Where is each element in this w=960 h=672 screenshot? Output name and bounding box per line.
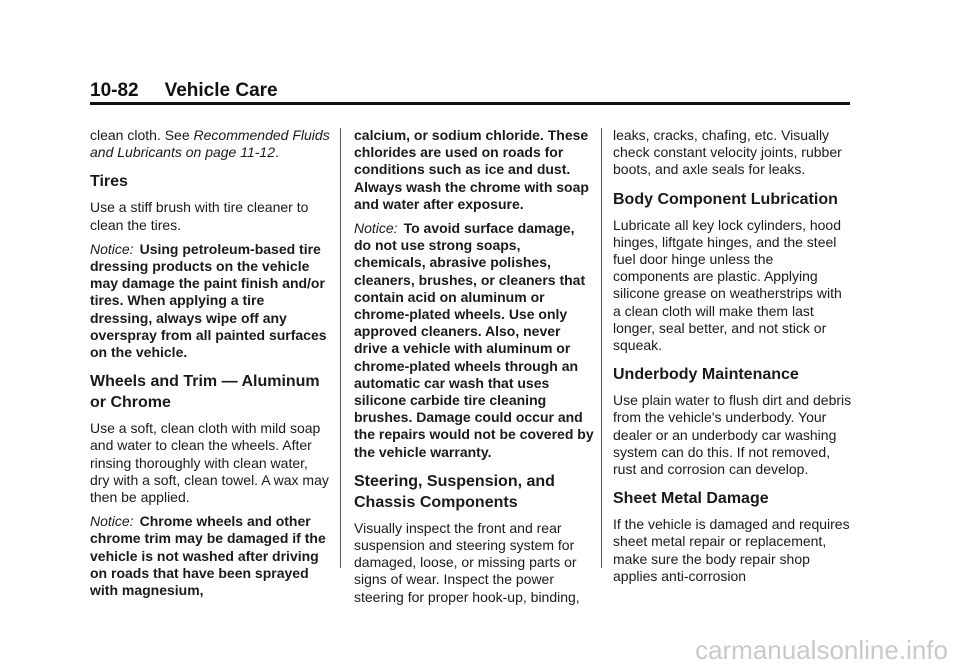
section-title: Vehicle Care bbox=[164, 80, 278, 101]
heading-underbody-maintenance: Underbody Maintenance bbox=[613, 366, 799, 384]
underbody-body: Use plain water to flush dirt and debris from the vehicle's underbody. Your dealer or an underbody car washing system can do this. If not removed, rust and corrosion can develop. bbox=[613, 392, 852, 478]
cross-reference-link[interactable]: Recommended Fluids and Lubricants on page 11-12 bbox=[90, 127, 330, 161]
page-number: 10-82 bbox=[90, 80, 139, 101]
heading-wheels-trim: Wheels and Trim — Aluminum or Chrome bbox=[90, 373, 320, 412]
lubrication-body: Lubricate all key lock cylinders, hood hinges, liftgate hinges, and the steel fuel door hinge unless the components are plastic. Applying silicone grease on weatherstrips with a clean cloth will make them last longer, seal better, and not stick or squeak. bbox=[613, 216, 842, 354]
wheels-notice bbox=[90, 513, 330, 599]
steering-body-continued: leaks, cracks, chafing, etc. Visually check constant velocity joints, rubber boots, and axle seals for leaks. bbox=[613, 127, 842, 178]
cleaner-notice bbox=[354, 220, 594, 461]
steering-body: Visually inspect the front and rear suspension and steering system for damaged, loose, or missing parts or signs of wear. Inspect the power steering for proper hook-up, binding, bbox=[354, 519, 580, 605]
page-header bbox=[90, 80, 278, 102]
wheels-body: Use a soft, clean cloth with mild soap and water to clean the wheels. After rinsing thoroughly with clean water, dry with a soft, clean towel. A wax may then be applied. bbox=[90, 420, 329, 506]
heading-body-lubrication: Body Component Lubrication bbox=[613, 190, 838, 208]
tires-notice bbox=[90, 241, 330, 361]
watermark: carmanualsonline.info bbox=[695, 635, 948, 665]
column-3 bbox=[613, 127, 853, 592]
notice-text: Chrome wheels and other chrome trim may be damaged if the vehicle is not washed after driving on roads that have been sprayed with magnesium, bbox=[90, 513, 326, 599]
notice-label: Notice: bbox=[354, 220, 398, 237]
wheels-notice-continued: calcium, or sodium chloride. These chlorides are used on roads for conditions such as ice and dust. Always wash the chrome with soap and water after exposure. bbox=[354, 127, 589, 212]
intro-paragraph: clean cloth. See Recommended Fluids and Lubricants on page 11-12. bbox=[90, 127, 330, 161]
notice-text: To avoid surface damage, do not use strong soaps, chemicals, abrasive polishes, cleaners, brushes, or cleaners that contain acid on aluminum or chrome-plated wheels. Use only approved cleaners. Also, never drive a vehicle with aluminum or chrome-plated wheels through an automatic car wash that uses silicone carbide tire cleaning brushes. Damage could occur and the repairs would not be covered by the vehicle warranty. bbox=[354, 220, 594, 460]
column-divider-1 bbox=[340, 128, 341, 568]
heading-sheet-metal-damage: Sheet Metal Damage bbox=[613, 490, 769, 508]
notice-text: Using petroleum-based tire dressing products on the vehicle may damage the paint finish and/or tires. When applying a tire dressing, always wipe off any overspray from all painted surfaces on the vehicle. bbox=[90, 240, 327, 361]
sheet-metal-body: If the vehicle is damaged and requires sheet metal repair or replacement, make sure the body repair shop applies anti-corrosion bbox=[613, 516, 850, 584]
column-divider-2 bbox=[601, 128, 602, 568]
column-1 bbox=[90, 127, 330, 606]
column-2 bbox=[354, 127, 594, 613]
tires-body: Use a stiff brush with tire cleaner to clean the tires. bbox=[90, 199, 309, 233]
header-rule bbox=[90, 102, 850, 105]
heading-tires: Tires bbox=[90, 173, 128, 191]
notice-label: Notice: bbox=[90, 240, 134, 257]
heading-steering-suspension: Steering, Suspension, and Chassis Components bbox=[354, 472, 555, 511]
notice-label: Notice: bbox=[90, 513, 134, 530]
